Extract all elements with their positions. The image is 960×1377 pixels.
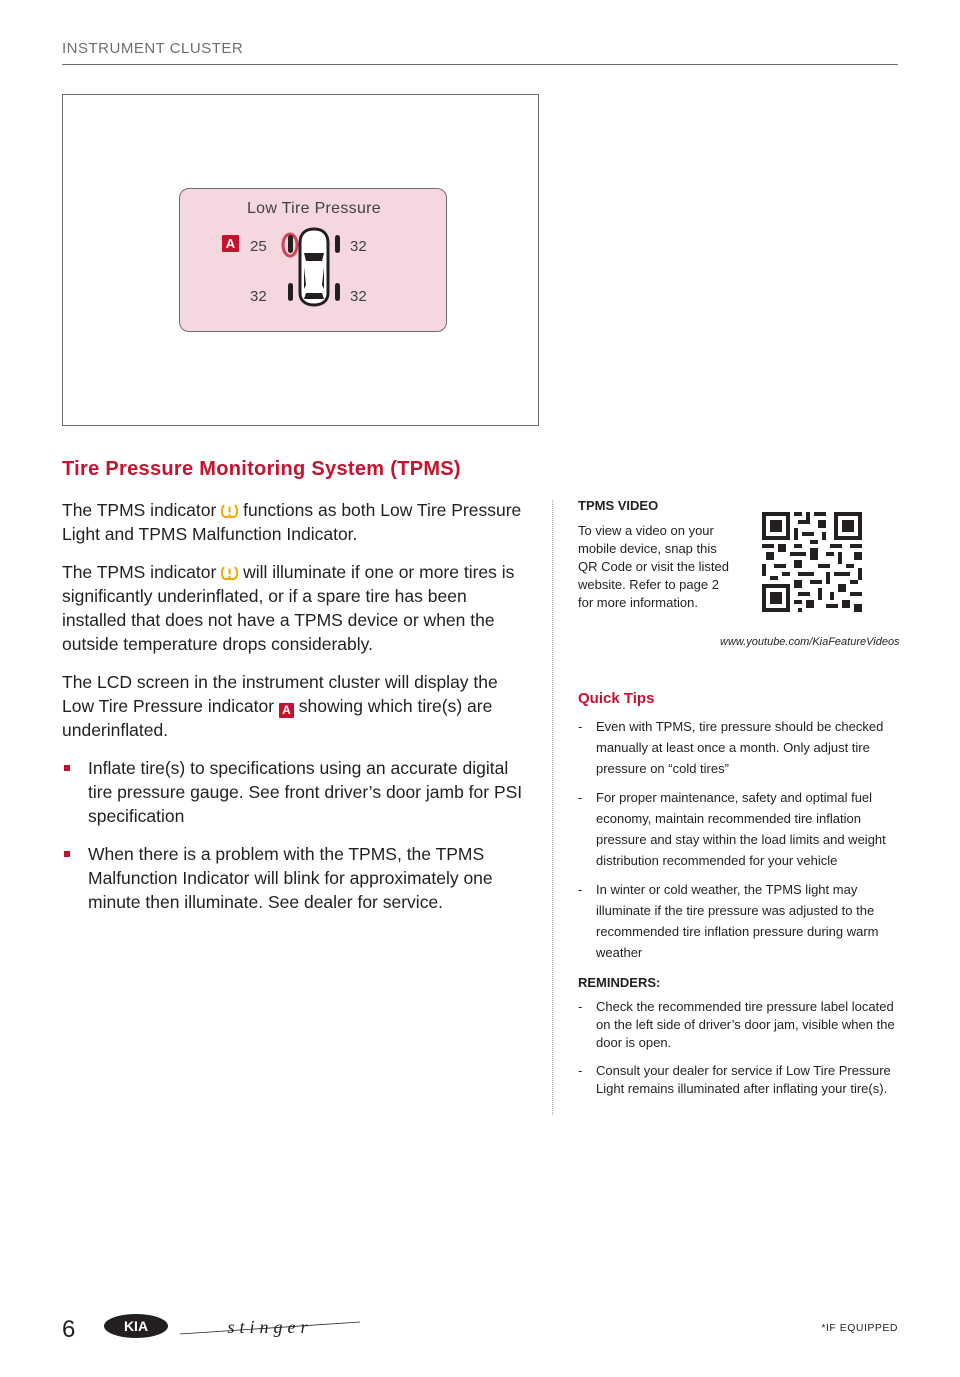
lcd-title: Low Tire Pressure [246,200,382,217]
video-description: To view a video on your mobile device, snap this QR Code or visit the listed website. Refer to page 2 for more information. [578,523,730,610]
stinger-logo-text: stinger [227,1317,313,1337]
qr-code-icon[interactable] [758,508,866,616]
column-divider [552,500,553,1115]
instruction-list [62,756,532,914]
tire-rear-left-pressure: 32 [250,288,267,305]
stinger-logo-icon [178,1316,362,1340]
callout-a-badge-inline: A [279,703,294,718]
bullet-square-icon [64,851,70,857]
callout-a-badge: A [222,235,239,252]
tpms-warning-icon [221,504,238,518]
quick-tips-list [578,716,898,971]
reminders-heading: REMINDERS: [578,975,661,990]
video-url-link[interactable]: www.youtube.com/KiaFeatureVideos [720,636,900,648]
main-body [62,498,532,928]
reminders-list [578,998,898,1108]
footnote: *IF EQUIPPED [821,1322,898,1334]
list-item: - In winter or cold weather, the TPMS light may illuminate if the tire pressure was adjusted to the recommended tire inflation pressure during warm weather [578,882,879,960]
car-top-view-icon [278,227,350,307]
tire-rear-right-pressure: 32 [350,288,367,305]
paragraph-2: The TPMS indicator will illuminate if one or more tires is significantly underinflated, or if a spare tire has been installed that does not have a TPMS device or when the outside temperature drops considerably. [62,562,515,654]
list-item: - For proper maintenance, safety and optimal fuel economy, maintain recommended tire inflation pressure and stay within the load limits and weight distribution recommended for your vehicle [578,790,886,868]
kia-logo-icon [102,1312,170,1340]
page-heading: Tire Pressure Monitoring System (TPMS) [62,458,461,480]
paragraph-1: The TPMS indicator functions as both Low Tire Pressure Light and TPMS Malfunction Indicator. [62,500,522,544]
quick-tips-heading: Quick Tips [578,690,655,707]
paragraph-3: The LCD screen in the instrument cluster will display the Low Tire Pressure indicator A showing which tire(s) are underinflated. [62,672,498,740]
bullet-square-icon [64,765,70,771]
lcd-screen [179,188,447,332]
tire-front-right-pressure: 32 [350,238,367,255]
list-item: - Even with TPMS, tire pressure should be checked manually at least once a month. Only adjust tire pressure on “cold tires” [578,719,884,776]
tire-front-left-pressure: 25 [250,238,267,255]
video-title: TPMS VIDEO [578,498,659,513]
tpms-warning-icon [221,566,238,580]
list-item: Inflate tire(s) to specifications using an accurate digital tire pressure gauge. See front driver’s door jamb for PSI specification [62,756,532,828]
section-title: INSTRUMENT CLUSTER [62,40,244,57]
page-number: 6 [62,1316,76,1343]
header-divider [62,64,898,65]
list-item: - Check the recommended tire pressure label located on the left side of driver’s door jam, visible when the door is open. [578,999,895,1050]
kia-logo-text: KIA [123,1318,149,1334]
list-item: - Consult your dealer for service if Low Tire Pressure Light remains illuminated after inflating your tire(s). [578,1063,891,1096]
list-item: When there is a problem with the TPMS, the TPMS Malfunction Indicator will blink for approximately one minute then illuminate. See dealer for service. [62,842,532,914]
